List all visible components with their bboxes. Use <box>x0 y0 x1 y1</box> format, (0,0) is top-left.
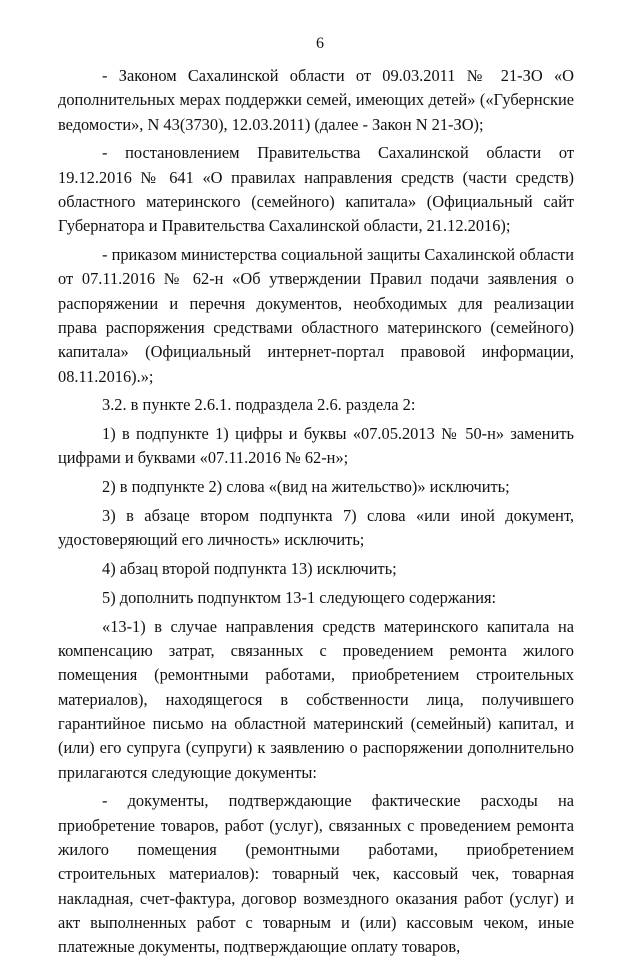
document-body <box>58 64 574 964</box>
paragraph-resolution-641: - постановлением Правительства Сахалинской области от 19.12.2016 № 641 «О правилах направления средств (части средств) областного материнского (семейного) капитала» (Официальный сайт Губернатора и Правительства Сахалинской области, 21.12.2016); <box>58 143 574 236</box>
paragraph-item-1: 1) в подпункте 1) цифры и буквы «07.05.2013 № 50-н» заменить цифрами и буквами «07.11.2016 № 62-н»; <box>58 424 574 468</box>
page-number: 6 <box>316 35 324 52</box>
paragraph-item-3: 3) в абзаце втором подпункта 7) слова «или иной документ, удостоверяющий его личность» исключить; <box>58 506 574 550</box>
paragraph-law-21-zo: - Законом Сахалинской области от 09.03.2011 № 21-ЗО «О дополнительных мерах поддержки семей, имеющих детей» («Губернские ведомости», N 43(3730), 12.03.2011) (далее - Закон N 21-ЗО); <box>58 66 574 134</box>
paragraph-clause-3-2: 3.2. в пункте 2.6.1. подраздела 2.6. раздела 2: <box>102 395 416 415</box>
paragraph-documents-list: - документы, подтверждающие фактические расходы на приобретение товаров, работ (услуг), связанных с проведением ремонта жилого помещения (ремонтными работами, приобретением строительных материалов): товарный чек, кассовый чек, товарная накладная, счет-фактура, договор возмездного оказания работ (услуг) и акт выполненных работ с товарным и (или) кассовым чеком, иные платежные документы, подтверждающие оплату товаров, <box>58 791 574 957</box>
paragraph-item-5: 5) дополнить подпунктом 13-1 следующего содержания: <box>102 587 497 607</box>
paragraph-order-62n: - приказом министерства социальной защиты Сахалинской области от 07.11.2016 № 62-н «Об утверждении Правил подачи заявления о распоряжении и перечня документов, необходимых для реализации права распоряжения средствами областного материнского (семейного) капитала» (Официальный интернет-портал правовой информации, 08.11.2016).»; <box>58 245 574 386</box>
paragraph-item-2: 2) в подпункте 2) слова «(вид на жительство)» исключить; <box>102 477 510 497</box>
paragraph-item-4: 4) абзац второй подпункта 13) исключить; <box>102 559 397 579</box>
paragraph-subitem-13-1: «13-1) в случае направления средств материнского капитала на компенсацию затрат, связанных с проведением ремонта жилого помещения (ремонтными работами, приобретением строительных материалов), находящегося в собственности лица, получившего гарантийное письмо на областной материнский (семейный) капитал, и (или) его супруга (супруги) к заявлению о распоряжении дополнительно прилагаются следующие документы: <box>58 616 574 782</box>
